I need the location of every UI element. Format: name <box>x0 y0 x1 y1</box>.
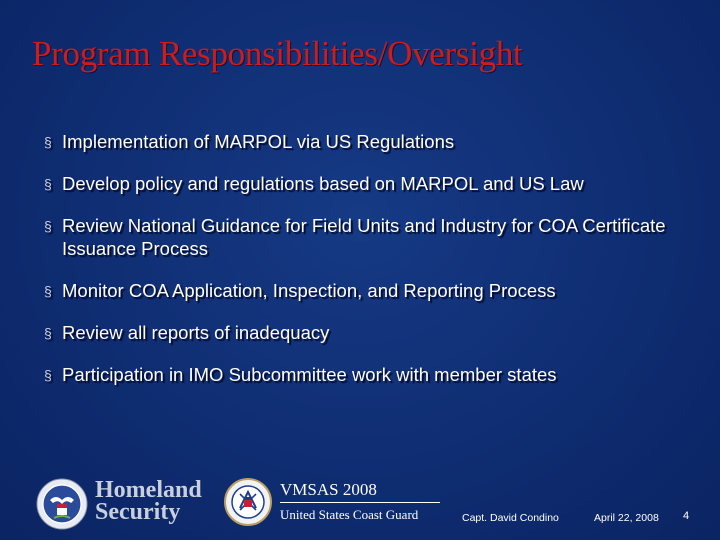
bullet-marker-icon: § <box>44 325 52 341</box>
bullet-marker-icon: § <box>44 176 52 192</box>
bullet-item <box>44 214 694 260</box>
bullet-marker-icon: § <box>44 283 52 299</box>
bullet-item <box>44 279 694 302</box>
bullet-text: Develop policy and regulations based on MARPOL and US Law <box>62 173 584 194</box>
bullet-text: Implementation of MARPOL via US Regulations <box>62 131 455 152</box>
bullet-marker-icon: § <box>44 134 52 150</box>
bullet-marker-icon: § <box>44 367 52 383</box>
bullet-text: Participation in IMO Subcommittee work with member states <box>62 364 557 385</box>
slide-footer <box>0 470 720 540</box>
coast-guard-seal-icon <box>224 478 272 526</box>
bullet-item <box>44 363 694 386</box>
dhs-seal-icon <box>36 478 88 530</box>
presenter-name: Capt. David Condino <box>462 512 559 524</box>
organization-name: United States Coast Guard <box>280 507 419 522</box>
bullet-item <box>44 130 694 153</box>
bullet-list <box>44 130 694 386</box>
presentation-date: April 22, 2008 <box>594 512 659 524</box>
bullet-marker-icon: § <box>44 218 52 234</box>
bullet-text: Monitor COA Application, Inspection, and Reporting Process <box>62 280 556 301</box>
slide-title: Program Responsibilities/Oversight <box>32 34 523 73</box>
bullet-text: Review all reports of inadequacy <box>62 322 330 343</box>
event-name: VMSAS 2008 <box>280 480 440 503</box>
bullet-item <box>44 321 694 344</box>
page-number: 4 <box>683 510 690 522</box>
homeland-security-logo: Homeland Security <box>95 477 202 525</box>
bullet-item <box>44 172 694 195</box>
bullet-text: Review National Guidance for Field Units and Industry for COA Certificate Issuance Process <box>62 215 666 259</box>
